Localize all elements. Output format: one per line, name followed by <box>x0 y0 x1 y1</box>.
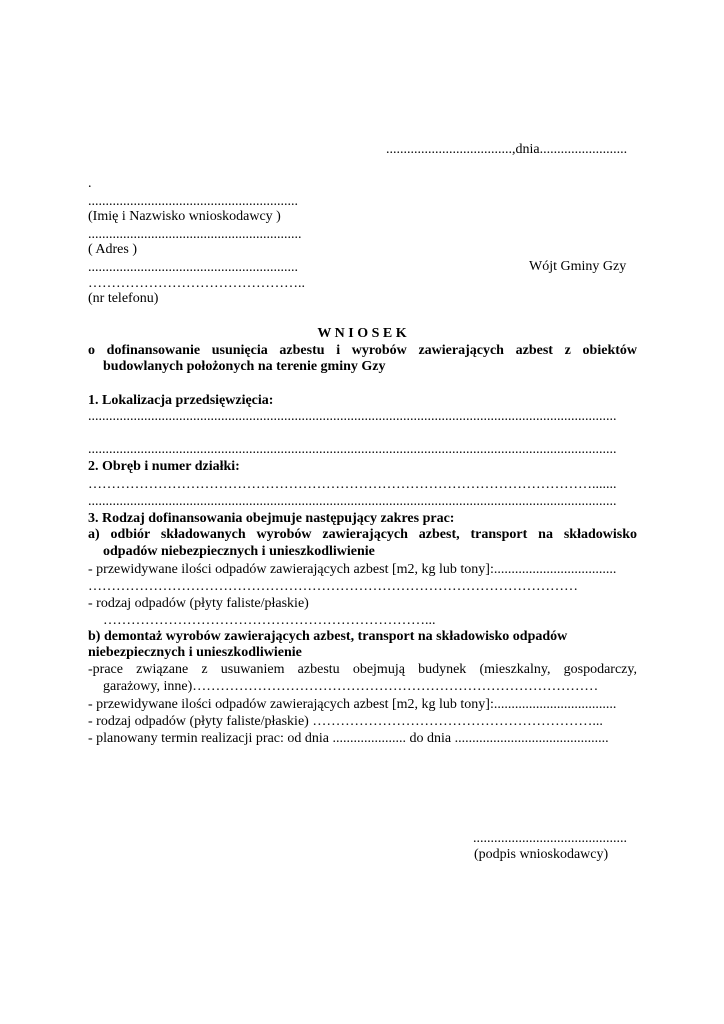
subject-line-1: o dofinansowanie usunięcia azbestu i wyrobów zawierających azbest z obiektów <box>88 343 637 358</box>
section3-a-line-2: odpadów niebezpiecznych i unieszkodliwienie <box>103 544 375 559</box>
section3-b-quantity: - przewidywane ilości odpadów zawierających azbest [m2, kg lub tony]:................................... <box>88 697 617 712</box>
address-label: ( Adres ) <box>88 242 137 257</box>
section3-a-quantity: - przewidywane ilości odpadów zawierających azbest [m2, kg lub tony]:................................... <box>88 562 617 577</box>
section3-a-line-1: a) odbiór składowanych wyrobów zawierających azbest, transport na składowisko <box>88 527 637 542</box>
section1-heading: 1. Lokalizacja przedsięwzięcia: <box>88 393 274 408</box>
name-label: (Imię i Nazwisko wnioskodawcy ) <box>88 209 281 224</box>
section2-heading: 2. Obręb i numer działki: <box>88 459 240 474</box>
section2-line-2: ....................................................................................................................................................... <box>88 494 617 509</box>
section3-b-line-2: niebezpiecznych i unieszkodliwienie <box>88 645 302 660</box>
name-line: ............................................................ <box>88 194 298 209</box>
section1-line-2: ....................................................................................................................................................... <box>88 442 617 457</box>
document-title: W N I O S E K <box>317 326 407 341</box>
section3-a-type-cont: ……………………………………………………………... <box>103 613 436 628</box>
section3-heading: 3. Rodzaj dofinansowania obejmuje następujący zakres prac: <box>88 511 455 526</box>
signature-line: ............................................ <box>473 831 627 846</box>
phone-dots-line: ……………………………………….. <box>88 276 305 291</box>
address-line: ............................................................. <box>88 227 302 242</box>
phone-line: ............................................................ <box>88 260 298 275</box>
section3-a-type: - rodzaj odpadów (płyty faliste/płaskie) <box>88 596 309 611</box>
subject-line-2: budowlanych położonych na terenie gminy Gzy <box>103 359 386 374</box>
section3-b-type: - rodzaj odpadów (płyty faliste/płaskie) ……………………………………………………... <box>88 714 603 729</box>
stray-dot: . <box>88 176 92 191</box>
phone-label: (nr telefonu) <box>88 291 159 306</box>
section3-a-quantity-cont: …………………………………………………………………………………………… <box>88 579 578 594</box>
section3-b-building-2: garażowy, inne)…………………………………………………………………………… <box>103 679 599 694</box>
place-date-line: ....................................,dnia......................... <box>386 142 628 157</box>
section3-b-line-1: b) demontaż wyrobów zawierających azbest, transport na składowisko odpadów <box>88 629 568 644</box>
signature-label: (podpis wnioskodawcy) <box>474 847 609 862</box>
section2-line-1: ………………………………………………………………………………………………....... <box>88 477 617 492</box>
section1-line-1: ....................................................................................................................................................... <box>88 409 617 424</box>
section3-b-building-1: -prace związane z usuwaniem azbestu obejmują budynek (mieszkalny, gospodarczy, <box>88 662 637 677</box>
section3-b-term: - planowany termin realizacji prac: od dnia ..................... do dnia ............................................ <box>88 731 609 746</box>
recipient: Wójt Gminy Gzy <box>529 259 627 274</box>
